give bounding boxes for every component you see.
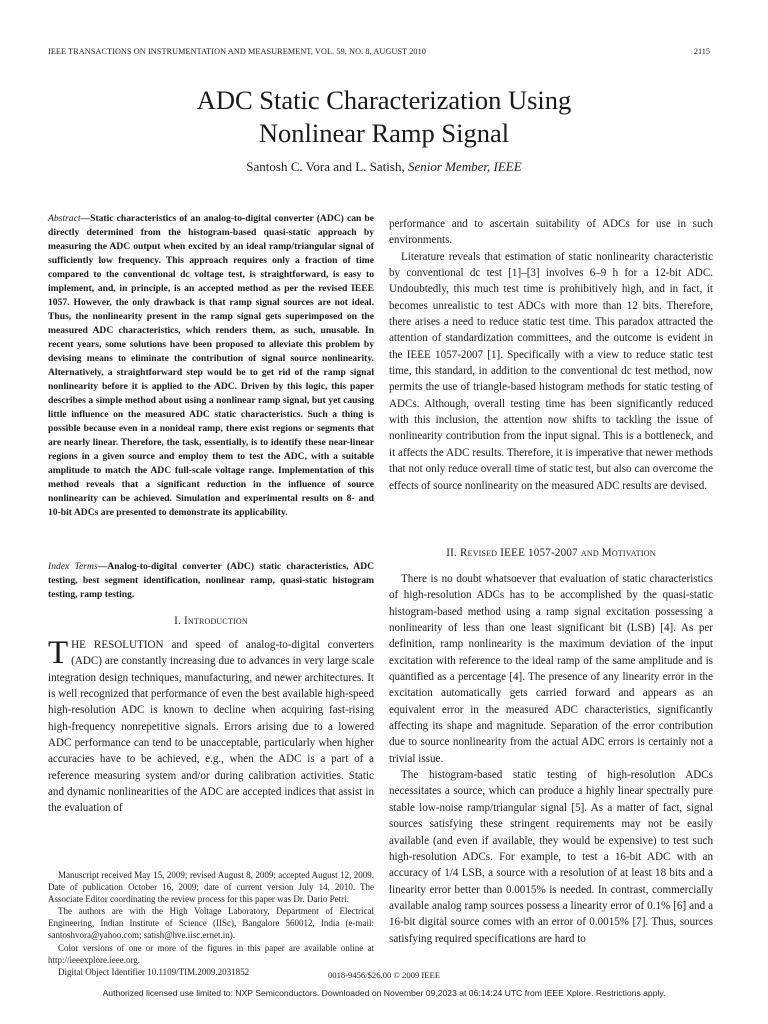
section-title: Introduction [183,615,248,627]
continuation-paragraph: performance and to ascertain suitability of ADCs for use in such environments. [389,218,713,247]
title-line-1: ADC Static Characterization Using [196,85,572,115]
abstract-text: —Static characteristics of an analog-to-digital converter (ADC) can be directly determined from the histogram-based quasi-static approach by measuring the ADC output when excited by an ideal ramp/triangular signal of sufficiently low frequency. This approach requires only a fraction of time compared to the conventional dc voltage test, is straightforward, is easy to implement, and, in principle, is an accepted method as per the revised IEEE 1057. However, the only drawback is that ramp signal sources are not ideal. Thus, the nonlinearity present in the ramp signal gets superimposed on the measured ADC characteristics, which renders them, as such, unusable. In recent years, some solutions have been proposed to alleviate this problem by devising means to eliminate the contribution of signal source nonlinearity. Alternatively, a straightforward step would be to get rid of the ramp signal nonlinearity before it is applied to the ADC. Driven by this logic, this paper describes a simple method about using a nonlinear ramp signal, but yet causing little influence on the measured ADC static characteristics. Such a thing is possible because even in a nonideal ramp, there exist regions or segments that are nearly linear. Therefore, the task, essentially, is to identify these near-linear regions in a given source and employ them to test the ADC, with a suitable amplitude to match the ADC full-scale voltage range. Implementation of this method reveals that a significant reduction in the influence of source nonlinearity can be achieved. Simulation and experimental results on 8- and 10-bit ADCs are presented to demonstrate its applicability. [48,213,374,518]
section2-paragraph-1: There is no doubt whatsoever that evaluation of static characteristics of high-resolution ADCs has to be accomplished by the quasi-static histogram-based method using a ramp signal excitation possessing a nonlinearity of less than one least significant bit (LSB) [4]. As per definition, ramp nonlinearity is the maximum deviation of the input excitation with reference to the ideal ramp of the same amplitude and is quantified as a percentage [4]. The presence of any linearity error in the excitation automatically gets carried forward and appears as an equivalent error in the measured ADC characteristics, significantly affecting its shape and magnitude. Separation of the error contribution due to source nonlinearity from the actual ADC errors is certainly not a trivial issue. [389,573,713,765]
section2-body [389,571,713,947]
page-number: 2115 [693,47,710,56]
author-membership: Senior Member, IEEE [407,159,522,174]
right-column-top [389,216,713,494]
license-notice: Authorized licensed use limited to: NXP Semiconductors. Downloaded on November 09,2023 at 06:14:24 UTC from IEEE Xplore. Restrictions apply. [102,988,666,998]
index-terms [48,560,374,602]
running-head: IEEE TRANSACTIONS ON INSTRUMENTATION AND MEASUREMENT, VOL. 59, NO. 8, AUGUST 2010 [48,47,427,56]
section-title: Revised IEEE 1057-2007 and Motivation [460,547,656,559]
section-heading-revised-ieee [389,547,713,559]
author-names: Santosh C. Vora and L. Satish, [246,159,408,174]
author-line [0,159,768,175]
index-terms-lead: Index Terms [48,561,98,572]
drop-cap: T [48,635,69,671]
footnote-color: Color versions of one or more of the figures in this paper are available online at http://ieeexplore.ieee.org. [48,942,374,965]
literature-paragraph: Literature reveals that estimation of static nonlinearity characteristic by conventional dc test [1]–[3] involves 6–9 h for a 12-bit ADC. Undoubtedly, this much test time is prohibitively high, and in fact, it becomes unrealistic to test ADCs with more than 12 bits. Therefore, there arises a need to reduce static test time. This paradox attracted the attention of standardization committees, and the outcome is evident in the IEEE 1057-2007 [1]. Specifically with a view to reduce static test time, this standard, in addition to the conventional dc test method, now permits the use of triangle-based histogram methods for static testing of ADCs. Although, overall testing time has been significantly reduced with this inclusion, the attention now shifts to tackling the issue of nonlinearity contribution from the input signal. This is a bottleneck, and it affects the ADC results. Therefore, it is imperative that newer methods that not only reduce overall time of static test, but also can overcome the effects of source nonlinearity on the measured ADC results are devised. [389,250,713,492]
section-numeral: I. [174,615,184,627]
intro-paragraph [48,637,374,817]
footnote-manuscript: Manuscript received May 15, 2009; revised August 8, 2009; accepted August 12, 2009. Date of publication October 16, 2009; date of current version July 14, 2010. The Associate Editor coordinating the review process for this paper was Dr. Dario Petri. [48,870,374,905]
footnote-affiliation: The authors are with the High Voltage Laboratory, Department of Electrical Engineering, Indian Institute of Science (IISc), Bangalore 560012, India (e-mail: santoshvora@yahoo.com; satish@hve.iisc.ernet.in). [48,906,374,941]
paper-title [0,84,768,150]
footnote [48,869,374,978]
section2-paragraph-2: The histogram-based static testing of high-resolution ADCs necessitates a source, which can produce a highly linear spectrally pure stable low-noise ramp/triangular signal [5]. As a matter of fact, signal sources satisfying these stringent requirements may not be easily available (and even if available, they would be expensive) to test such high-resolution ADCs. For example, to test a 16-bit ADC with an accuracy of 1/4 LSB, a source with a resolution of at least 18 bits and a linearity error better than 0.0015% is needed. In contrast, commercially available analog ramp sources possess a linearity error of 0.1% [6] and a 16-bit digital source comes with an error of 0.0015% [7]. Thus, sources satisfying required specifications are hard to [389,769,713,945]
index-terms-text: —Analog-to-digital converter (ADC) static characteristics, ADC testing, best segment identification, nonlinear ramp, quasi-static histogram testing, ramp testing. [48,561,374,600]
introduction-body [48,637,374,817]
section-heading-introduction [48,615,374,627]
copyright-line: 0018-9456/$26.00 © 2009 IEEE [327,970,441,980]
intro-paragraph-text: HE RESOLUTION and speed of analog-to-digital converters (ADC) are constantly increasing due to advances in very large scale integration design techniques, manufacturing, and newer architectures. It is well recognized that performance of even the best available high-speed high-resolution ADC is known to decline when acquiring fast-rising high-frequency nonrepetitive signals. Errors arising due to a lowered ADC performance can tend to be unacceptable, particularly when higher accuracies have to be achieved, e.g., when the ADC is a part of a reference measuring system and/or during calibration activities. Static and dynamic nonlinearities of the ADC are accepted indices that assist in the evaluation of [48,639,374,815]
title-line-2: Nonlinear Ramp Signal [258,118,510,148]
footnote-doi: Digital Object Identifier 10.1109/TIM.2009.2031852 [58,966,250,977]
abstract-lead: Abstract [48,213,81,224]
abstract [48,212,374,520]
section-numeral: II. [446,547,461,559]
